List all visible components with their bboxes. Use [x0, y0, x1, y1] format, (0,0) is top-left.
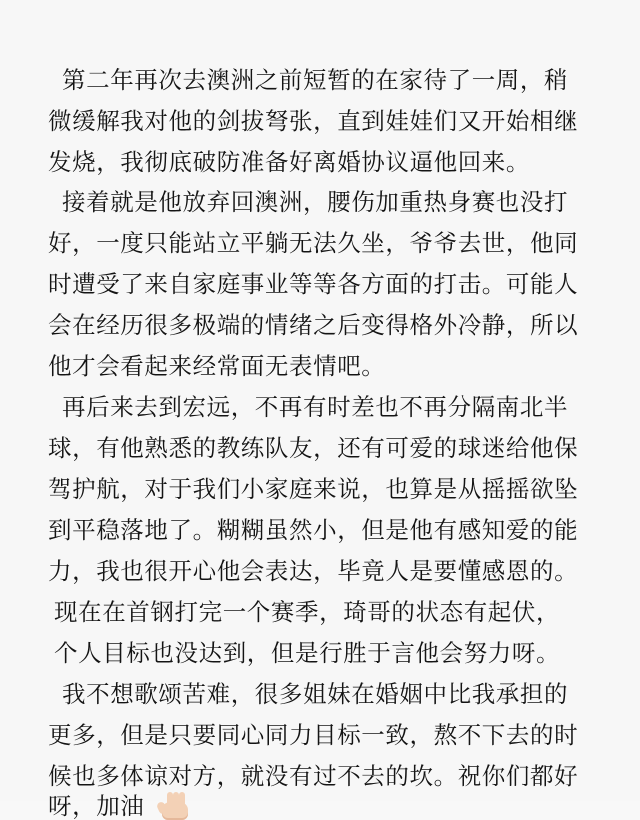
text-line-5: 好，一度只能站立平躺无法久坐，爷爷去世，他同	[48, 229, 579, 257]
text-line-17: 更多，但是只要同心同力目标一致，熬不下去的时	[48, 721, 579, 749]
text-line-14: 现在在首钢打完一个赛季，琦哥的状态有起伏，	[54, 598, 561, 626]
text-line-12: 到平稳落地了。糊糊虽然小，但是他有感知爱的能	[48, 516, 579, 544]
text-line-1: 第二年再次去澳洲之前短暂的在家待了一周，稍	[62, 66, 569, 94]
text-line-11: 驾护航，对于我们小家庭来说，也算是从摇摇欲坠	[48, 475, 579, 503]
text-line-2: 微缓解我对他的剑拔弩张，直到娃娃们又开始相继	[48, 107, 579, 135]
text-line-19: 呀，加油	[48, 792, 145, 820]
text-line-9: 再后来去到宏远，不再有时差也不再分隔南北半	[62, 393, 569, 421]
text-line-7: 会在经历很多极端的情绪之后变得格外冷静，所以	[48, 311, 579, 339]
text-line-13: 力，我也很开心他会表达，毕竟人是要懂感恩的。	[48, 557, 579, 585]
text-line-18: 候也多体谅对方，就没有过不去的坎。祝你们都好	[48, 762, 579, 790]
palm-shape	[162, 802, 188, 820]
text-line-15: 个人目标也没达到，但是行胜于言他会努力呀。	[54, 639, 561, 667]
text-line-16: 我不想歌颂苦难，很多姐妹在婚姻中比我承担的	[62, 680, 569, 708]
text-line-3: 发烧，我彻底破防准备好离婚协议逼他回来。	[48, 148, 530, 176]
text-line-8: 他才会看起来经常面无表情吧。	[48, 352, 386, 380]
clapping-hand-icon	[158, 790, 192, 820]
text-line-10: 球，有他熟悉的教练队友，还有可爱的球迷给他保	[48, 434, 579, 462]
text-line-19-wrap	[48, 790, 192, 820]
text-line-6: 时遭受了来自家庭事业等等各方面的打击。可能人	[48, 270, 579, 298]
text-line-4: 接着就是他放弃回澳洲，腰伤加重热身赛也没打	[62, 188, 569, 216]
